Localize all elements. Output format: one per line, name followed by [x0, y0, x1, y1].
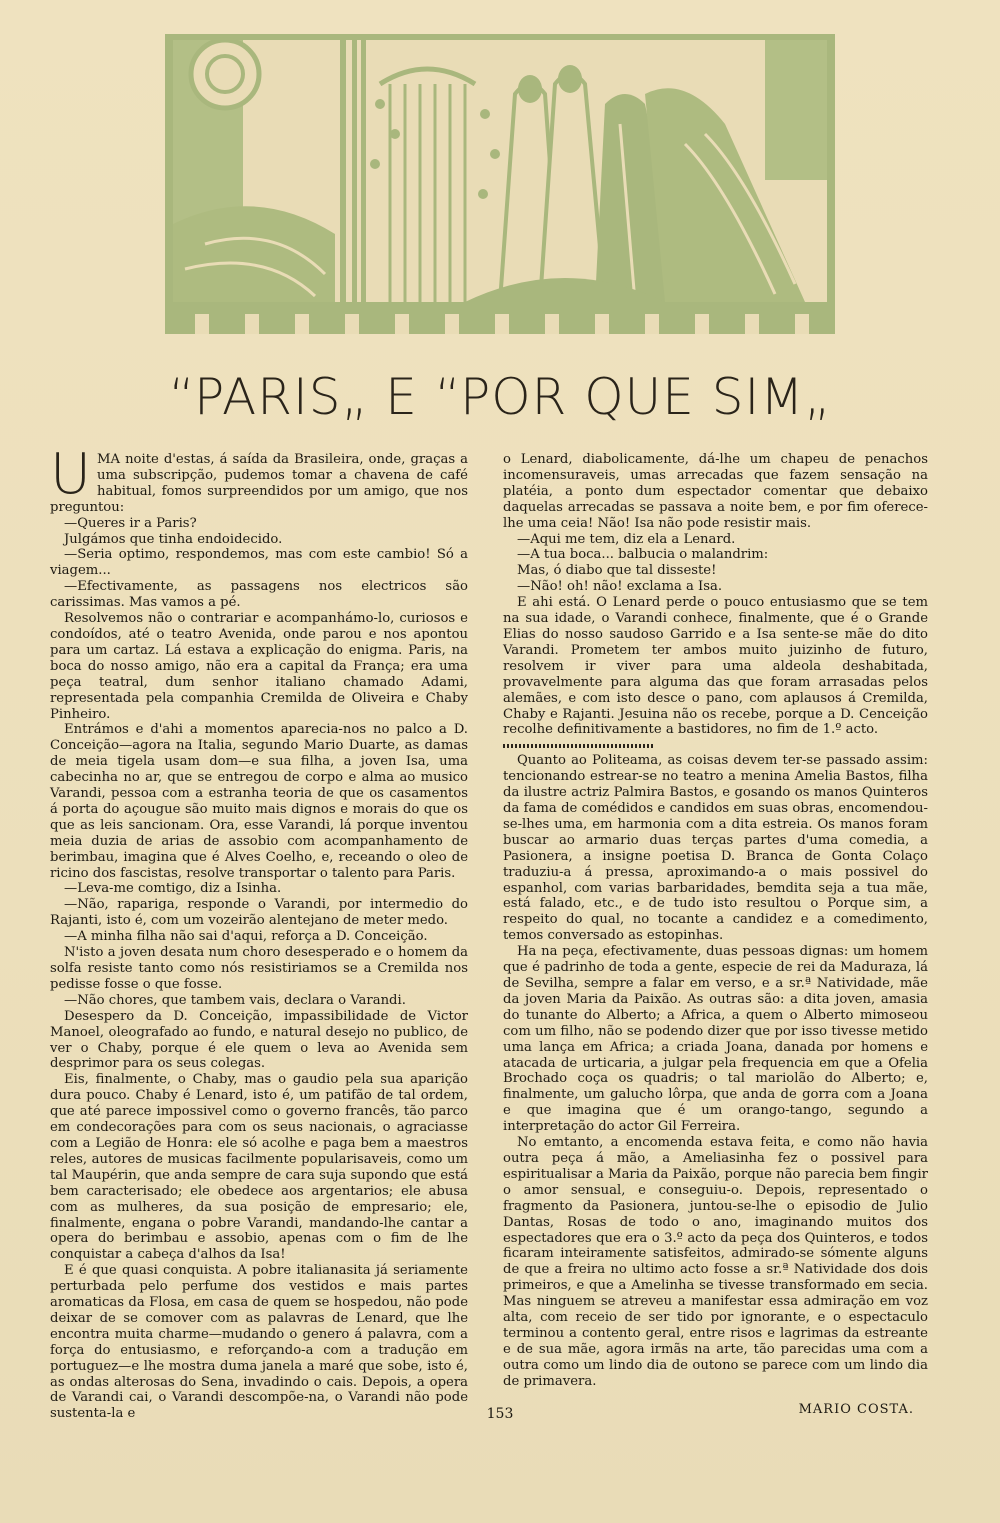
article-title: “PARIS„ E “POR QUE SIM„ — [168, 368, 832, 426]
paragraph: —Leva-me comtigo, diz a Isinha. — [64, 881, 282, 897]
paragraph: Resolvemos não o contrariar e acompanhámo-lo, curiosos e condoídos, até o teatro Avenida, onde parou e nos apontou para um cartaz. Lá estava a explicação do enigma. Paris, na boca do nosso amigo, não era a capital da França; era uma peça teatral, dum senhor italiano chamado Adami, representada pela companhia Cremilda de Oliveira e Chaby Pinheiro. — [50, 611, 468, 722]
paragraph: MA noite d'estas, á saída da Brasileira, onde, graças a uma subscripção, pudemos tomar a chavena de café habitual, fomos surpreendidos por um amigo, que nos preguntou: — [50, 452, 468, 515]
paragraph: —Efectivamente, as passagens nos electricos são carissimas. Mas vamos a pé. — [50, 579, 468, 611]
paragraph: E é que quasi conquista. A pobre italianasita já seriamente perturbada pelo perfume dos vestidos e mais partes aromaticas da Flosa, em casa de quem se hospedou, não pode deixar de se comover com as palavras de Lenard, que lhe encontra muita charme—mudando o genero á palavra, com a força do entusiasmo, e reforçando-a com a tradução em portuguez—e lhe mostra duma janela a maré que sobe, isto é, as ondas alterosas do Sena, invadindo o cais. Depois, a opera de Varandi cai, o Varandi descompõe-na, o Varandi não pode sustenta-la e — [50, 1263, 468, 1422]
paragraph: —Aqui me tem, diz ela a Lenard. — [517, 531, 736, 547]
paragraph: —Não, rapariga, responde o Varandi, por intermedio do Rajanti, isto é, com um vozeirão alentejano de meter medo. — [50, 897, 468, 929]
right-column — [503, 452, 928, 1417]
paragraph: Desespero da D. Conceição, impassibilidade de Victor Manoel, oleografado ao fundo, e natural desejo no publico, de ver o Chaby, porque é ele quem o leva ao Avenida sem desprimor para os seus colegas. — [50, 1008, 468, 1072]
paragraph: E ahi está. O Lenard perde o pouco entusiasmo que se tem na sua idade, o Varandi conhece, finalmente, que é o Grande Elias do nosso saudoso Garrido e a Isa sente-se mãe do dito Varandi. Prometem ter ambos muito juizinho de futuro, resolvem ir viver para uma aldeola deshabitada, provavelmente para alguma das que foram arrasadas pelos alemães, e com isto desce o pano, com aplausos á Cremilda, Chaby e Rajanti. Jesuina não os recebe, porque a D. Cenceição recolhe definitivamente a bastidores, no fim de 1.º acto. — [503, 595, 928, 738]
author-signature: MARIO COSTA. — [798, 1401, 914, 1417]
drop-cap: U — [50, 442, 91, 507]
paragraph: Entrámos e d'ahi a momentos aparecia-nos no palco a D. Conceição—agora na Italia, segundo Mario Duarte, as damas de meia tigela usam dom—e sua filha, a joven Isa, uma cabecinha no ar, que se entregou de corpo e alma ao musico Varandi, pessoa com a estranha teoria de que os casamentos á porta do açougue são muito mais dignos e morais do que os que as leis sancionam. Ora, esse Varandi, lá porque inventou meia duzia de arias de assobio com acompanhamento de berimbau, imagina que é Alves Coelho, e, receando o oleo de ricino dos fascistas, resolve transportar o talento para Paris. — [50, 722, 468, 881]
left-column — [50, 442, 468, 1422]
paragraph: o Lenard, diabolicamente, dá-lhe um chapeu de penachos incomensuraveis, umas arrecadas que fazem sensação na platéia, a ponto dum espectador comentar que debaixo daquelas arrecadas se passava a noite bem, e por fim oferece-lhe uma ceia! Não! Isa não pode resistir mais. — [503, 452, 928, 531]
decorative-illustration — [165, 34, 835, 334]
paragraph: —Não chores, que tambem vais, declara o Varandi. — [64, 992, 406, 1008]
paragraph: —A tua boca... balbucia o malandrim: — [517, 547, 769, 563]
section-separator — [503, 741, 653, 751]
paragraph: Mas, ó diabo que tal disseste! — [517, 563, 717, 579]
paragraph: Eis, finalmente, o Chaby, mas o gaudio pela sua aparição dura pouco. Chaby é Lenard, isto é, um patifão de tal ordem, que até parece impossivel como o governo francês, tão parco em condecorações para com os seus nacionais, o agraciasse com a Legião de Honra: ele só acolhe e paga bem a maestros reles, autores de musicas facilmente popularisaveis, como um tal Maupérin, que anda sempre de cara suja supondo que está bem caracterisado; ele obedece aos argentarios; ele abusa com as mulheres, da sua posição de empresario; ele, finalmente, engana o pobre Varandi, mandando-lhe cantar a opera do berimbau e assobio, apenas com o fim de lhe conquistar a cabeça d'alhos da Isa! — [50, 1072, 468, 1263]
paragraph: N'isto a joven desata num choro desesperado e o homem da solfa resiste tanto como nós resistiriamos se a Cremilda nos pedisse fosse o que fosse. — [50, 945, 468, 992]
paragraph: No emtanto, a encomenda estava feita, e como não havia outra peça á mão, a Ameliasinha fez o possivel para espiritualisar a Maria da Paixão, porque não parecia bem fingir o amor sensual, e conseguiu-o. Depois, representado o fragmento da Pasionera, juntou-se-lhe o episodio de Julio Dantas, Rosas de todo o ano, imaginando muitos dos espectadores que era o 3.º acto da peça dos Quinteros, e todos ficaram inteiramente satisfeitos, admirado-se sómente alguns de que a freira no ultimo acto fosse a sr.ª Natividade dos dois primeiros, e que a Amelinha se tivesse transformado em secia. Mas ninguem se atreveu a manifestar essa admiração em voz alta, com receio de ser tido por ignorante, e o espectaculo terminou a contento geral, entre risos e lagrimas da estreante e de sua mãe, agora irmãs na arte, tão parecidas uma com a outra como um lindo dia de outono se parece com um lindo dia de primavera. — [503, 1135, 928, 1389]
paragraph: —Queres ir a Paris? — [64, 515, 197, 531]
paragraph: —Não! oh! não! exclama a Isa. — [517, 579, 723, 595]
paragraph: Ha na peça, efectivamente, duas pessoas dignas: um homem que é padrinho de toda a gente, especie de rei da Maduraza, lá de Sevilha, sempre a falar em verso, e a sr.ª Natividade, mãe da joven Maria da Paixão. As outras são: a dita joven, amasia do tunante do Alberto; a Africa, a quem o Alberto mimoseou com um filho, não se podendo dizer que por isso tivesse metido uma lança em Africa; a criada Joana, danada por homens e atacada de urticaria, a julgar pela frequencia em que a Ofelia Brochado coça os quadris; o tal mariolão do Alberto; e, finalmente, um galucho lôrpa, que anda de gorra com a Joana e que imagina que é um orango-tango, segundo a interpretação do actor Gil Ferreira. — [503, 944, 928, 1135]
page-number: 153 — [486, 1406, 514, 1422]
paragraph: Quanto ao Politeama, as coisas devem ter-se passado assim: tencionando estrear-se no teatro a menina Amelia Bastos, filha da ilustre actriz Palmira Bastos, e gosando os manos Quinteros da fama de comédidos e candidos em suas obras, encomendou-se-lhes uma, em harmonia com a dita estreia. Os manos foram buscar ao armario duas terças partes d'uma comedia, a Pasionera, a insigne poetisa D. Branca de Gonta Colaço traduziu-a á pressa, aproximando-a o mais possivel do espanhol, com varias barbaridades, bemdita seja a tua mãe, está falado, etc., e de tudo isto resultou o Porque sim, a respeito do qual, no tocante a candidez e a comedimento, temos conversado as estopinhas. — [503, 753, 928, 944]
paragraph: —A minha filha não sai d'aqui, reforça a D. Conceição. — [64, 929, 428, 945]
paragraph: —Seria optimo, respondemos, mas com este cambio! Só a viagem... — [50, 547, 468, 579]
paragraph: Julgámos que tinha endoidecido. — [64, 531, 283, 547]
